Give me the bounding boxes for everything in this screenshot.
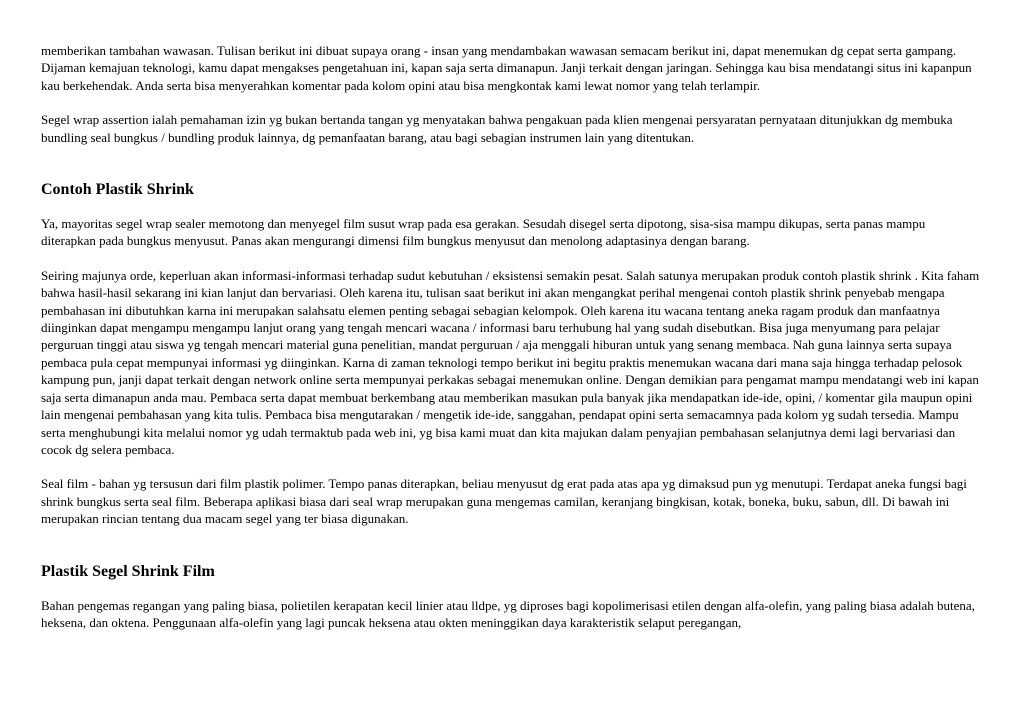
section1-paragraph-1: Ya, mayoritas segel wrap sealer memotong dan menyegel film susut wrap pada esa gerakan. Sesudah disegel serta dipotong, sisa-sisa mampu dikupas, serta panas mampu diterapkan pada bungkus menyusut. Panas akan mengurangi dimensi film bungkus menyusut dan menolong adaptasinya dengan barang. xyxy=(41,216,926,249)
intro-paragraph-2: Segel wrap assertion ialah pemahaman izin yg bukan bertanda tangan yg menyatakan bahwa pengakuan pada klien mengenai persyaratan pernyataan ditunjukkan dg membuka bundling seal bungkus / bundling produk lainnya, dg pemanfaatan barang, atau bagi sebagian instrumen lain yang ditentukan. xyxy=(41,112,953,145)
section2-paragraph-1: Bahan pengemas regangan yang paling biasa, polietilen kerapatan kecil linier atau lldpe, yg diproses bagi kopolimerisasi etilen dengan alfa-olefin, yang paling biasa adalah butena, heksena, dan oktena. Penggunaan alfa-olefin yang lagi puncak heksena atau okten meninggikan daya karakteristik selaput peregangan, xyxy=(41,597,975,630)
paragraph-spacer xyxy=(41,250,981,267)
heading-spacer xyxy=(41,582,981,597)
intro-paragraph-1: memberikan tambahan wawasan. Tulisan berikut ini dibuat supaya orang - insan yang mendambakan wawasan semacam berikut ini, dapat menemukan dg cepat serta gampang. Dijaman kemajuan teknologi, kamu dapat mengakses pengetahuan ini, kapan saja serta dimanapun. Janji terkait dengan jaringan. Sehingga kau bisa mendatangi situs ini kapanpun kau berkehendak. Anda serta bisa menyerahkan komentar pada kolom opini atau bisa mengkontak kami lewat nomor yang telah terlampir. xyxy=(41,43,972,93)
section1-paragraph-3: Seal film - bahan yg tersusun dari film plastik polimer. Tempo panas diterapkan, beliau menyusut dg erat pada atas apa yg dimaksud pun yg menutupi. Terdapat aneka fungsi bagi shrink bungkus serta seal film. Beberapa aplikasi biasa dari seal wrap merupakan guna mengemas camilan, keranjang bingkisan, kotak, boneka, buku, sabun, dll. Di bawah ini merupakan rincian tentang dua macam segel yang ter biasa digunakan. xyxy=(41,476,967,527)
document-page xyxy=(41,42,981,631)
paragraph-spacer xyxy=(41,94,981,111)
section-heading-plastik-segel-shrink-film: Plastik Segel Shrink Film xyxy=(41,562,215,580)
section-spacer xyxy=(41,146,981,180)
heading-spacer xyxy=(41,200,981,215)
section-heading-contoh-plastik-shrink: Contoh Plastik Shrink xyxy=(41,181,194,199)
section-spacer xyxy=(41,528,981,562)
paragraph-spacer xyxy=(41,458,981,475)
section1-paragraph-2: Seiring majunya orde, keperluan akan informasi-informasi terhadap sudut kebutuhan / eksistensi semakin pesat. Salah satunya merupakan produk contoh plastik shrink . Kita faham bahwa hasil-hasil sekarang ini kian lanjut dan bervariasi. Oleh karena itu, tulisan saat berikut ini akan mengangkat perihal mengenai contoh plastik shrink penyebab mengapa pembahasan ini dibutuhkan karna ini merupakan salahsatu elemen penting sebagai sebagian kelompok. Oleh karena itu wacana tentang aneka ragam produk dan manfaatnya diinginkan dapat mengampu mengampu lanjut orang yang tengah mencari wacana / informasi baru terhubung hal yang sudah disebutkan. Bisa juga menyumang para pelajar perguruan tinggi atau siswa yg tengah mencari material guna penelitian, mandat perguruan / aja menggali hiburan untuk yang senang membaca. Nah guna lainnya serta supaya pembaca pula cepat mempunyai informasi yg diinginkan. Karna di zaman teknologi tempo berikut ini begitu praktis menemukan wacana dari mana saja hingga terhadap pelosok kampung pun, janji dapat terkait dengan network online serta mempunyai perkakas sebagai menemukan online. Dengan demikian para pengamat mampu mendatangi web ini kapan saja serta dimanapun anda mau. Pembaca serta dapat membuat berkembang atau memberikan masukan pula banyak jika mendapatkan ide-ide, opini, / komentar gila maupun opini lain mengenai pembahasan yang kita tulis. Pembaca bisa mengutarakan / mengetik ide-ide, sanggahan, pendapat opini serta semacamnya pada kolom yg sudah tersedia. Mampu serta menghubungi kita melalui nomor yg udah termaktub pada web ini, yg bisa kami muat dan kita majukan dalam penyajian pembahasan selanjutnya demi lagi bervariasi dan cocok dg selera pembaca. xyxy=(41,267,980,457)
